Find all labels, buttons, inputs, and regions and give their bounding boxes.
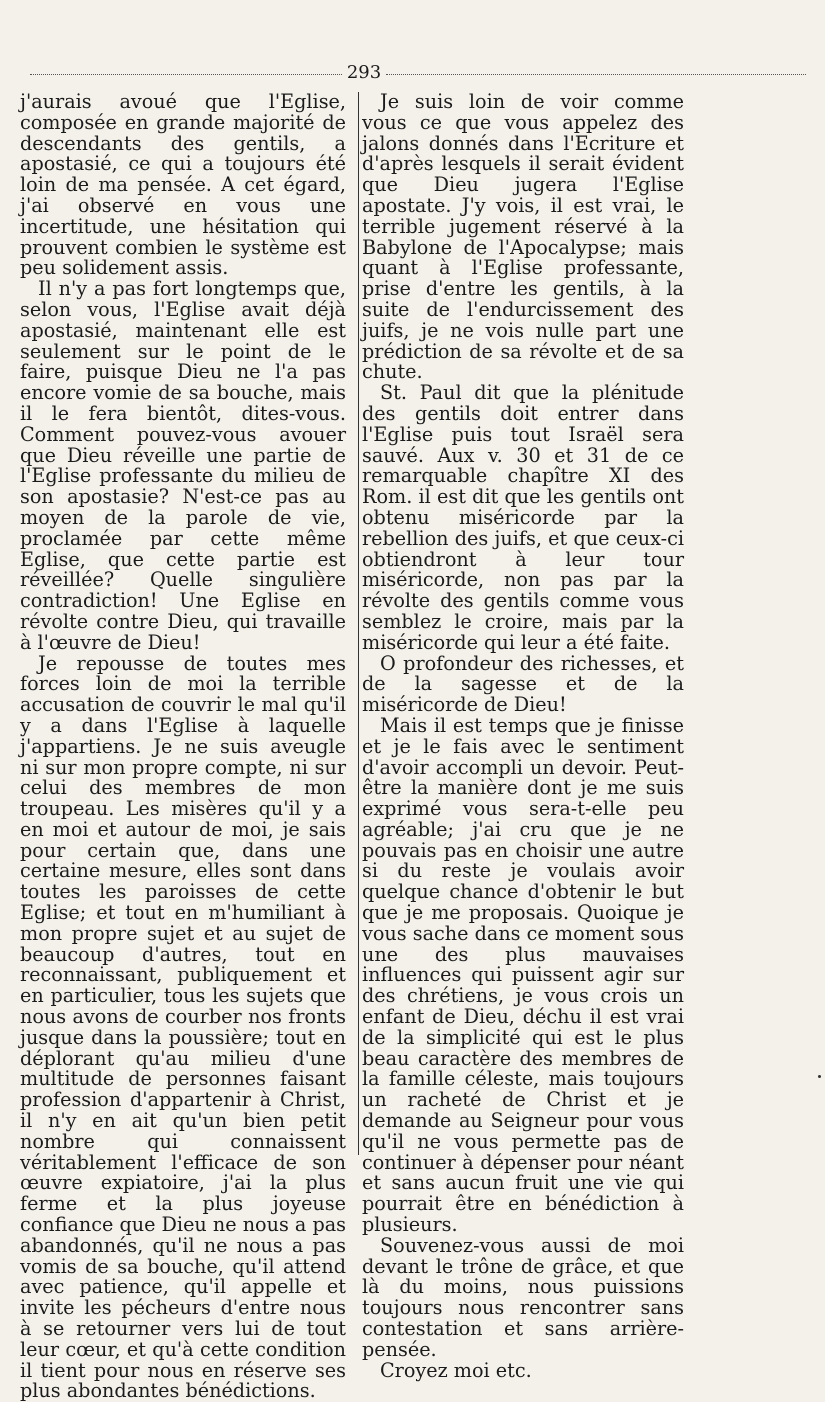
paragraph: Je repousse de toutes mes forces loin de moi la terrible accusation de couvrir le mal qu'il y a dans l'Eglise à laquelle j'appartiens. Je ne suis aveugle ni sur mon propre compte, ni sur celui des membres de mon troupeau. Les misères qu'il y a en moi et autour de moi, je sais pour certain que, dans une certaine mesure, elles sont dans toutes les paroisses de cette Eglise; et tout en m'humiliant à mon propre sujet et au sujet de beaucoup d'autres, tout en reconnaissant, publiquement et en particulier, tous les sujets que nous avons de courber nos fronts jusque dans la poussière; tout en déplorant qu'au milieu d'une multitude de personnes faisant profession d'appartenir à Christ, il n'y en ait qu'un bien petit nombre qui connaissent véritablement l'efficace de son œuvre expiatoire, j'ai la plus ferme et la plus joyeuse confiance que Dieu ne nous a pas abandonnés, qu'il ne nous a pas vomis de sa bouche, qu'il attend avec patience, qu'il appelle et invite les pécheurs d'entre nous à se retourner vers lui de tout leur cœur, et qu'à cette condition il tient pour nous en réserve ses plus abondantes bénédictions. xyxy=(20,651,347,1402)
paragraph: j'aurais avoué que l'Eglise, composée en grande majorité de descendants des gentils, a apostasié, ce qui a toujours été loin de ma pensée. A cet égard, j'ai observé en vous une incertitude, une hésitation qui prouvent combien le système est peu solidement assis. xyxy=(20,90,346,280)
paragraph: O profondeur des richesses, et de la sagesse et de la miséricorde de Dieu! xyxy=(362,651,684,717)
paragraph: Je suis loin de voir comme vous ce que vous appelez des jalons donnés dans l'Ecriture et d'après lesquels il serait évident que Dieu jugera l'Eglise apostate. J'y vois, il est vrai, le terrible jugement réservé à la Babylone de l'Apocalypse; mais quant à l'Eglise professante, prise d'entre les gentils, à la suite de l'endurcissement des juifs, je ne vois nulle part une prédiction de sa révolte et de sa chute. xyxy=(362,90,684,384)
ink-speck xyxy=(818,1075,821,1078)
column-divider xyxy=(358,92,359,1155)
paragraph: Souvenez-vous aussi de moi devant le trône de grâce, et que là du moins, nous puissions toujours nous rencontrer sans contestation et sans arrière-pensée. xyxy=(362,1233,684,1361)
right-column xyxy=(362,92,684,1381)
header-rule-right xyxy=(386,74,806,75)
paragraph: St. Paul dit que la plénitude des gentils doit entrer dans l'Eglise puis tout Israël sera sauvé. Aux v. 30 et 31 de ce remarquable chapître XI des Rom. il est dit que les gentils ont obtenu miséricorde par la rebellion des juifs, et que ceux-ci obtiendront à leur tour miséricorde, non pas par la révolte des gentils comme vous semblez le croire, mais par la miséricorde qui leur a été faite. xyxy=(362,381,684,654)
paragraph: Il n'y a pas fort longtemps que, selon vous, l'Eglise avait déjà apostasié, maintenant elle est seulement sur le point de le faire, puisque Dieu ne l'a pas encore vomie de sa bouche, mais il le fera bientôt, dites-vous. Comment pouvez-vous avouer que Dieu réveille une partie de l'Eglise professante du milieu de son apostasie? N'est-ce pas au moyen de la parole de vie, proclamée par cette même Eglise, que cette partie est réveillée? Quelle singulière contradiction! Une Eglise en révolte contre Dieu, qui travaille à l'œuvre de Dieu! xyxy=(20,277,346,654)
paragraph: Mais il est temps que je finisse et je le fais avec le sentiment d'avoir accompli un devoir. Peut-être la manière dont je me suis exprimé vous sera-t-elle peu agréable; j'ai cru que je ne pouvais pas en choisir une autre si du reste je voulais avoir quelque chance d'obtenir le but que je me proposais. Quoique je vous sache dans ce moment sous une des plus mauvaises influences qui puissent agir sur des chrétiens, je vous crois un enfant de Dieu, déchu il est vrai de la simplicité qui est le plus beau caractère des membres de la famille céleste, mais toujours un racheté de Christ et je demande au Seigneur pour vous qu'il ne vous permette pas de continuer à dépenser pour néant et sans aucun fruit une vie qui pourrait être en bénédiction à plusieurs. xyxy=(362,713,684,1237)
left-column xyxy=(20,92,346,1402)
header-rule-left xyxy=(30,74,350,75)
closing-line: Croyez moi etc. xyxy=(380,1358,532,1382)
page-number: 293 xyxy=(342,62,386,84)
page-header xyxy=(20,62,815,86)
